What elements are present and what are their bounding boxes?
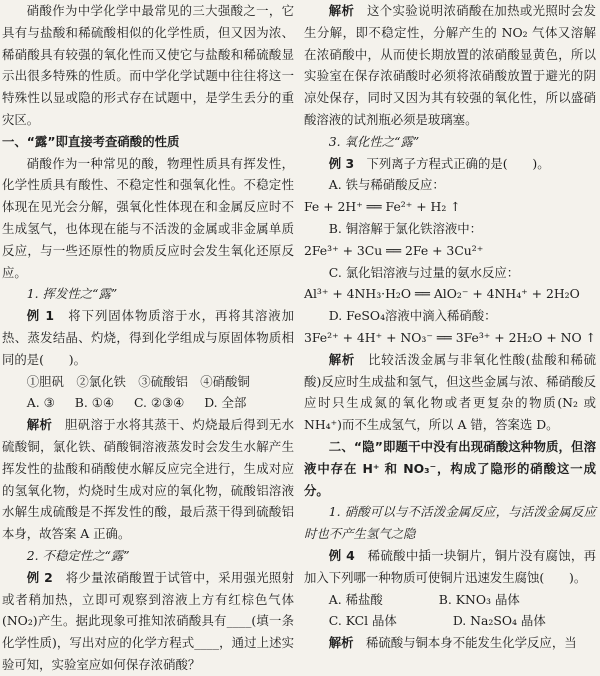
answer-2-label: 解析	[328, 3, 355, 18]
example-2	[2, 567, 294, 676]
left-column	[2, 0, 294, 676]
example-1-text: 将下列固体物质溶于水，再将其溶液加热、蒸发结晶、灼烧，得到化学组成与原固体物质相同的是( )。	[2, 308, 295, 367]
example-4-text: 稀硫酸中插一块铜片，铜片没有腐蚀，再加入下列哪一种物质可使铜片迅速发生腐蚀( )。	[304, 547, 597, 585]
example-4	[304, 545, 596, 589]
example-1	[2, 305, 294, 370]
section-2-heading: 二、“隐”即题干中没有出现硝酸这种物质，但溶液中存在 H⁺ 和 NO₃⁻，构成了隐形的硝酸这一成分。	[304, 438, 596, 498]
option-d: D. Na₂SO₄ 晶体	[452, 613, 546, 629]
example-1-label: 例 1	[26, 308, 55, 324]
example-3-equation-b: 2Fe³⁺ + 3Cu ══ 2Fe + 3Cu²⁺	[304, 242, 484, 258]
option-a: A. 稀盐酸	[328, 591, 383, 607]
answer-2	[304, 0, 596, 131]
example-4-options-row-2	[304, 610, 596, 632]
example-1-options	[2, 392, 294, 414]
example-2-text: 将少量浓硝酸置于试管中，采用强光照射或者稍加热，立即可观察到溶液上方有红棕色气体(NO₂)产生。据此现象可推知浓硝酸具有____(填一条化学性质)，写出对应的化学方程式____，通过上述实验可知，实验室应如何保存浓硝酸？	[2, 569, 295, 672]
option-c: C. KCl 晶体	[328, 613, 397, 629]
example-3-option-d: D. FeSO₄溶液中滴入稀硝酸：	[328, 308, 497, 324]
answer-3-text: 比较活泼金属与非氧化性酸(盐酸和稀硫酸)反应时生成盐和氢气，但这些金属与浓、稀硝酸反应时只生成氮的氧化物或者更复杂的物质(N₂ 或 NH₄⁺)而不生成氢气，所以 A 错，答案选 D。	[304, 351, 597, 433]
subheading-hidden-nitric: 1. 硝酸可以与不活泼金属反应，与活泼金属反应时也不产生氢气之隐	[304, 504, 596, 542]
answer-1-text: 胆矾溶于水将其蒸干、灼烧最后得到无水硫酸铜，氯化铁、硝酸铜溶液蒸发时会发生水解产生挥发性的盐酸和硝酸使水解反应完全进行，生成对应的氢氧化物，灼烧时生成对应的氧化物，硫酸铝溶液水解生成硫酸是不挥发性的酸，最后蒸干得到硫酸铝本身，故答案 A 正确。	[2, 417, 295, 542]
answer-1	[2, 414, 294, 545]
option-b: B. ①④	[74, 395, 114, 411]
answer-4	[304, 632, 596, 654]
answer-1-label: 解析	[26, 417, 53, 433]
example-4-label: 例 4	[328, 547, 355, 563]
example-3-option-a: A. 铁与稀硝酸反应：	[328, 177, 445, 193]
subheading-oxidizing: 3. 氧化性之“露”	[328, 133, 420, 149]
example-3-equation-c: Al³⁺ + 4NH₃·H₂O ══ AlO₂⁻ + 4NH₄⁺ + 2H₂O	[304, 286, 580, 302]
answer-3-label: 解析	[328, 351, 356, 367]
example-3-label: 例 3	[328, 155, 355, 171]
example-2-label: 例 2	[26, 569, 53, 585]
option-b: B. KNO₃ 晶体	[438, 591, 520, 607]
example-3	[304, 153, 596, 175]
option-d: D. 全部	[204, 395, 247, 411]
answer-4-label: 解析	[328, 635, 354, 651]
example-3-option-c: C. 氯化铝溶液与过量的氨水反应：	[328, 264, 520, 280]
subheading-instability: 2. 不稳定性之“露”	[26, 547, 130, 563]
example-3-equation-d: 3Fe²⁺ + 4H⁺ + NO₃⁻ ══ 3Fe³⁺ + 2H₂O + NO ↑	[304, 329, 596, 345]
subheading-volatility: 1. 挥发性之“露”	[26, 286, 118, 302]
example-3-text: 下列离子方程式正确的是( )。	[366, 155, 550, 171]
example-3-option-b: B. 铜溶解于氯化铁溶液中：	[328, 220, 483, 236]
intro-paragraph: 硝酸作为中学化学中最常见的三大强酸之一，它具有与盐酸和稀硫酸相似的化学性质，但又因为浓、稀硝酸具有较强的氧化性而又使它与盐酸和稀硫酸显示出很多特殊的性质。而中学化学试题中往往将这一特殊性以显或隐的形式存在试题中，是学生丢分的重灾区。	[2, 3, 294, 127]
answer-4-text: 稀硫酸与铜本身不能发生化学反应，当	[365, 635, 577, 651]
option-c: C. ②③④	[133, 395, 185, 411]
section-1-heading: 一、“露”即直接考查硝酸的性质	[2, 133, 180, 149]
option-a: A. ③	[26, 395, 55, 411]
answer-2-text: 这个实验说明浓硝酸在加热或光照时会发生分解，即不稳定性，分解产生的 NO₂ 气体又溶解在浓硝酸中，从而使长期放置的浓硝酸显黄色，所以实验室在保存浓硝酸时必须将浓硝酸放置于避光的阴凉处保存，同时又因为其有较强的氧化性，所以盛硝酸溶液的试剂瓶必须是玻璃塞。	[304, 3, 597, 127]
section-1-text: 硝酸作为一种常见的酸，物理性质具有挥发性，化学性质具有酸性、不稳定性和强氧化性。不稳定性体现在见光会分解，强氧化性体现在和金属反应时不生成氢气，也体现在能与不活泼的金属或非金属单质反应，与一些还原性的物质反应时会发生氧化还原反应。	[2, 155, 294, 280]
example-4-options-row-1	[304, 589, 596, 611]
right-column	[304, 0, 596, 654]
example-1-items: ①胆矾 ②氯化铁 ③硫酸铝 ④硝酸铜	[26, 373, 250, 389]
example-3-equation-a: Fe + 2H⁺ ══ Fe²⁺ + H₂ ↑	[304, 199, 461, 215]
answer-3	[304, 349, 596, 436]
